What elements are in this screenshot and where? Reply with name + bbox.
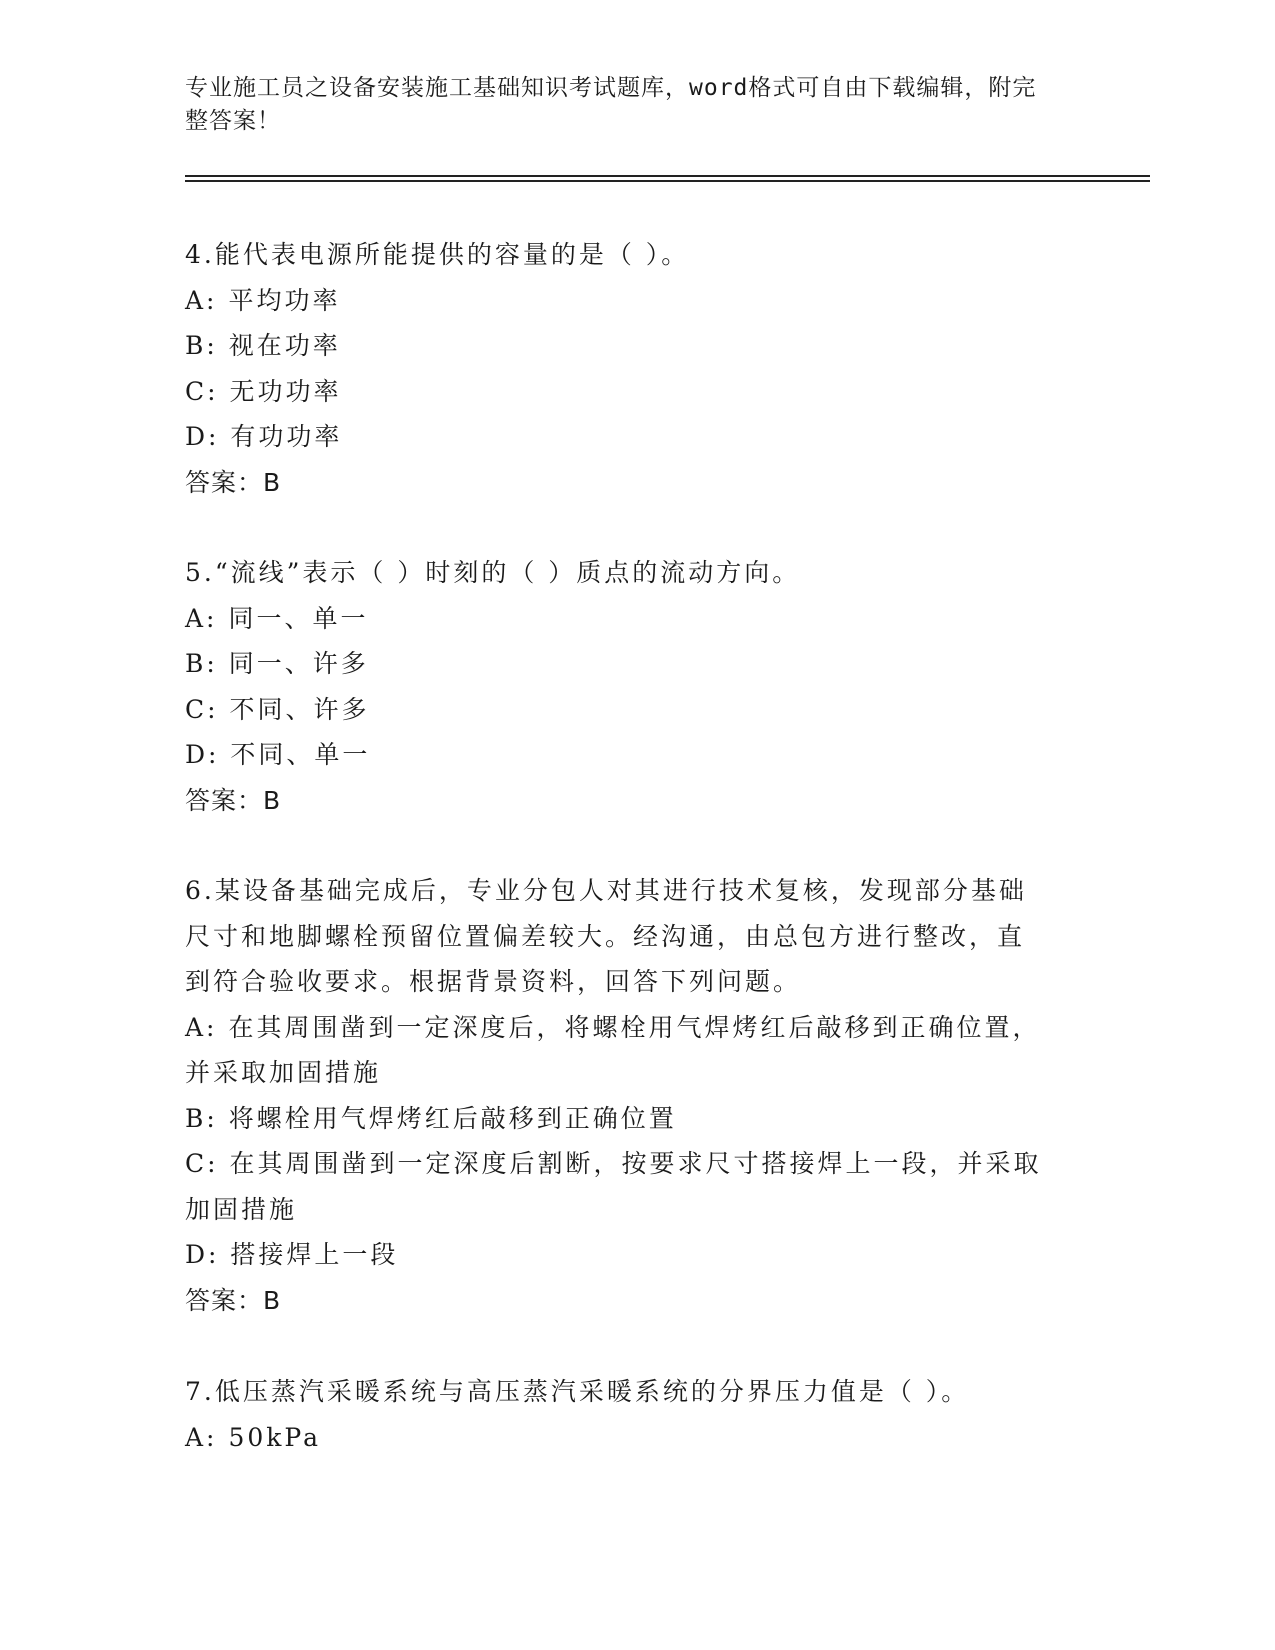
option-a	[185, 1415, 1075, 1461]
option-text: 在其周围凿到一定深度后，将螺栓用气焊烤红后敲移到正确位置，	[228, 1012, 1041, 1042]
option-a	[185, 596, 1075, 642]
option-key: B:	[185, 331, 218, 360]
answer: 答案：B	[185, 785, 282, 815]
option-c	[185, 1141, 1075, 1187]
option-key: C:	[185, 694, 219, 724]
header-line-1: 专业施工员之设备安装施工基础知识考试题库，word格式可自由下载编辑，附完	[185, 75, 1037, 101]
option-text: 同一、许多	[228, 649, 369, 678]
option-c	[185, 687, 1075, 733]
option-key: A:	[185, 285, 218, 315]
option-text: 有功功率	[230, 422, 343, 451]
option-key: A:	[185, 1012, 218, 1042]
option-c-continued: 加固措施	[185, 1194, 298, 1224]
question-stem-line: 尺寸和地脚螺栓预留位置偏差较大。经沟通，由总包方进行整改，直	[185, 921, 1026, 951]
option-text: 不同、许多	[229, 694, 370, 724]
option-text: 在其周围凿到一定深度后割断，按要求尺寸搭接焊上一段，并采取	[229, 1149, 1042, 1178]
option-d	[185, 1232, 1075, 1278]
option-text: 无功功率	[229, 376, 342, 406]
option-text: 搭接焊上一段	[230, 1240, 399, 1269]
option-b	[185, 641, 1075, 687]
option-key: B:	[185, 649, 218, 678]
option-b	[185, 323, 1075, 369]
option-a	[185, 278, 1075, 324]
option-text: 同一、单一	[228, 603, 369, 633]
option-c	[185, 369, 1075, 415]
option-b	[185, 1096, 1075, 1142]
question-stem: 7.低压蒸汽采暖系统与高压蒸汽采暖系统的分界压力值是（ ）。	[185, 1377, 970, 1406]
question-stem-line: 到符合验收要求。根据背景资料，回答下列问题。	[185, 967, 802, 996]
option-key: D:	[185, 1240, 220, 1269]
option-key: C:	[185, 1149, 219, 1178]
header-line-2: 整答案！	[185, 108, 281, 134]
option-key: D:	[185, 422, 220, 451]
option-d	[185, 414, 1075, 460]
document-header	[185, 72, 1065, 138]
option-text: 不同、单一	[230, 740, 371, 769]
option-text: 将螺栓用气焊烤红后敲移到正确位置	[228, 1103, 677, 1133]
answer: 答案：B	[185, 467, 282, 497]
option-text: 50kPa	[228, 1422, 322, 1452]
question-stem-line: 6.某设备基础完成后，专业分包人对其进行技术复核，发现部分基础	[185, 876, 1027, 905]
option-key: D:	[185, 740, 220, 769]
option-a-continued: 并采取加固措施	[185, 1058, 382, 1087]
option-key: B:	[185, 1103, 218, 1133]
question-stem: 4.能代表电源所能提供的容量的是（ ）。	[185, 240, 690, 269]
answer: 答案：B	[185, 1285, 282, 1315]
header-divider-bottom	[185, 180, 1150, 182]
question-6	[185, 868, 1075, 1323]
option-d	[185, 732, 1075, 778]
option-a	[185, 1005, 1075, 1051]
question-stem: 5.“流线”表示（ ）时刻的（ ）质点的流动方向。	[185, 558, 801, 587]
option-text: 视在功率	[228, 331, 341, 360]
question-4	[185, 232, 1075, 505]
option-key: A:	[185, 603, 218, 633]
option-key: A:	[185, 1422, 218, 1452]
option-text: 平均功率	[228, 285, 341, 315]
question-5	[185, 550, 1075, 823]
option-key: C:	[185, 376, 219, 406]
question-7	[185, 1369, 1075, 1460]
header-divider-top	[185, 175, 1150, 177]
